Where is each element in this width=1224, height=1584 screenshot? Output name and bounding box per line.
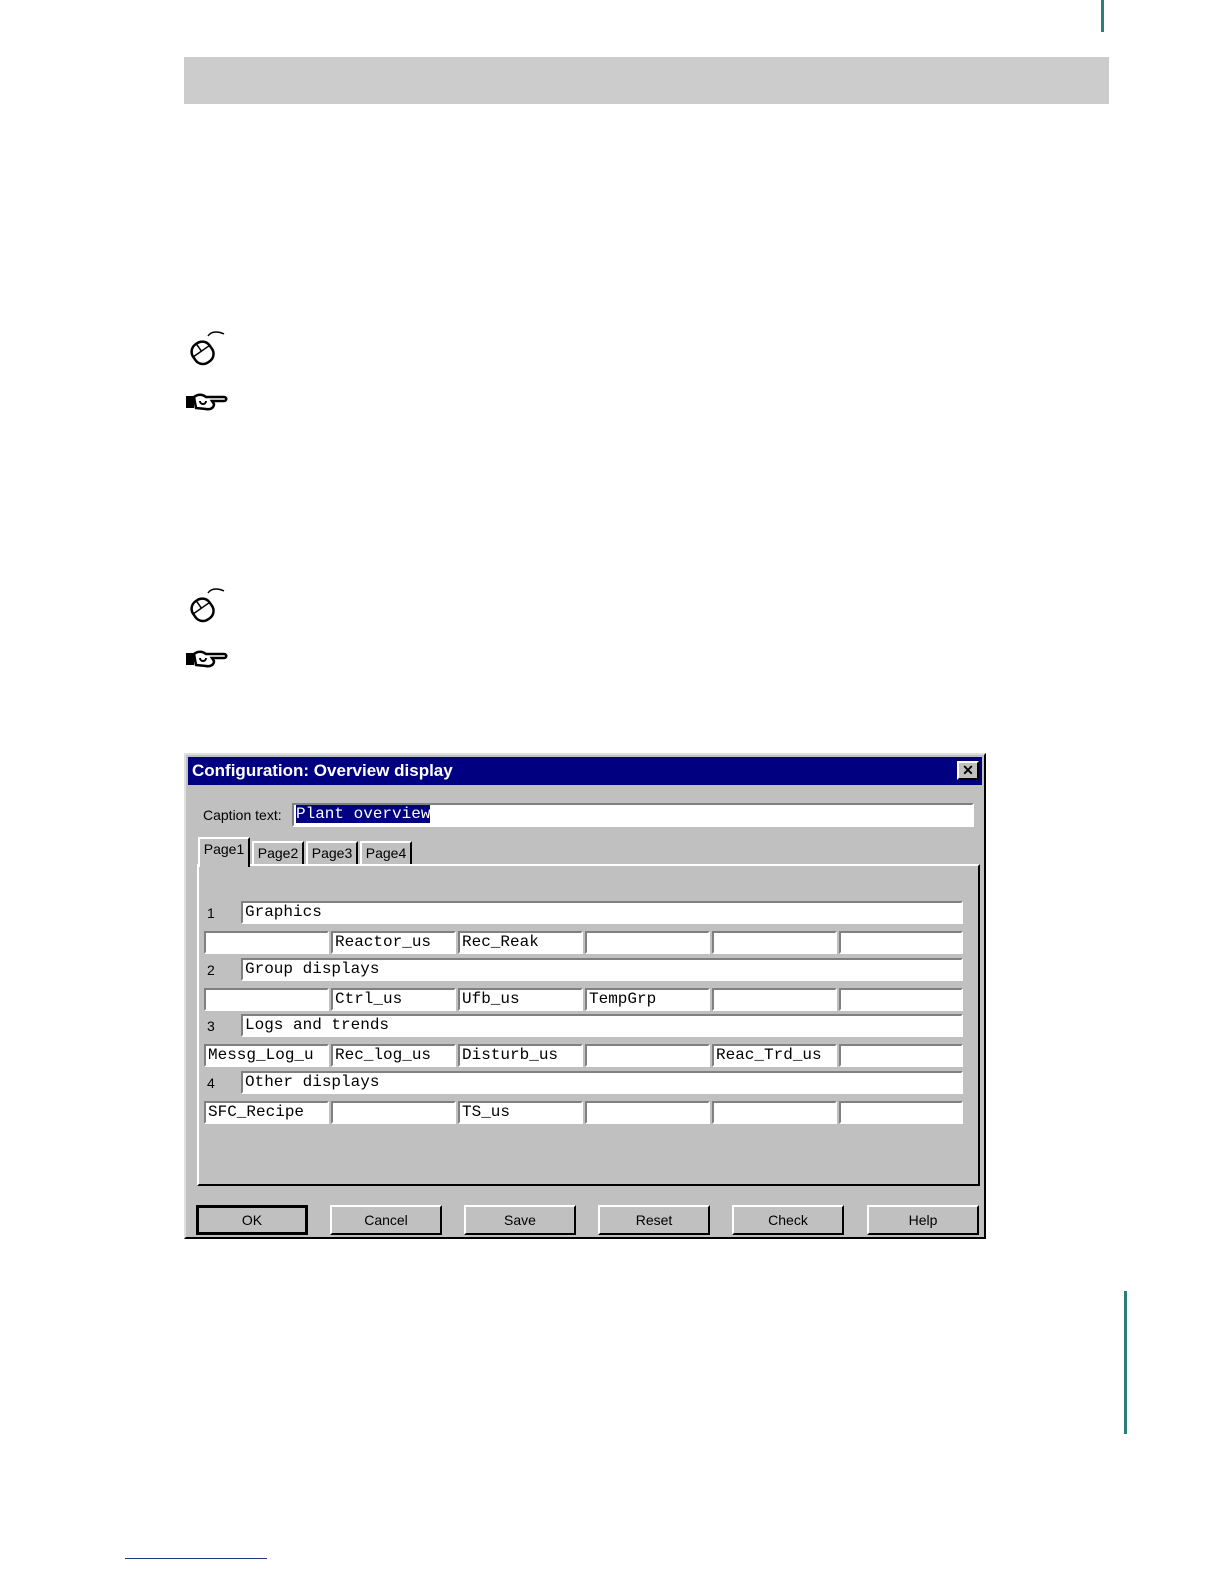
display-cell[interactable] [839,1101,963,1124]
display-cell[interactable] [839,988,963,1011]
mouse-icon [184,587,230,623]
display-cell[interactable]: Ufb_us [458,988,583,1011]
display-cell[interactable]: Messg_Log_u [204,1044,329,1067]
display-cell[interactable]: Rec_Reak [458,931,583,954]
side-accent-line [1124,1291,1127,1434]
check-button[interactable]: Check [732,1205,844,1235]
ok-button[interactable]: OK [196,1205,308,1235]
top-accent-line [1101,0,1104,32]
row-number: 1 [207,905,215,921]
row-number: 2 [207,962,215,978]
tab-page1[interactable]: Page1 [198,837,250,867]
display-cell[interactable]: TempGrp [585,988,710,1011]
mouse-icon [184,330,230,366]
caption-value: Plant overview [296,805,431,823]
dialog-title: Configuration: Overview display [192,761,453,780]
dialog-titlebar [188,757,982,785]
display-cell[interactable] [204,988,329,1011]
row-number: 3 [207,1018,215,1034]
tab-page4[interactable]: Page4 [360,841,412,865]
display-cell[interactable]: Reactor_us [331,931,456,954]
display-cell[interactable]: Ctrl_us [331,988,456,1011]
group-name-field[interactable]: Group displays [241,958,963,981]
display-cell[interactable]: Disturb_us [458,1044,583,1067]
cancel-button[interactable]: Cancel [330,1205,442,1235]
group-name-field[interactable]: Other displays [241,1071,963,1094]
display-cell[interactable] [712,988,837,1011]
pointing-hand-icon [184,386,230,422]
display-cell[interactable] [712,931,837,954]
close-icon[interactable]: ✕ [957,761,979,780]
save-button[interactable]: Save [464,1205,576,1235]
display-cell[interactable]: TS_us [458,1101,583,1124]
display-cell[interactable] [331,1101,456,1124]
group-name-field[interactable]: Graphics [241,901,963,924]
caption-input[interactable] [292,803,974,827]
display-cell[interactable] [585,931,710,954]
row-number: 4 [207,1075,215,1091]
tab-page3[interactable]: Page3 [306,841,358,865]
group-name-field[interactable]: Logs and trends [241,1014,963,1037]
display-cell[interactable] [712,1101,837,1124]
display-cell[interactable] [839,1044,963,1067]
display-cell[interactable] [585,1101,710,1124]
pointing-hand-icon [184,643,230,679]
display-cell[interactable]: SFC_Recipe [204,1101,329,1124]
configuration-dialog [184,753,986,1239]
display-cell[interactable] [585,1044,710,1067]
caption-label: Caption text: [203,807,282,823]
display-cell[interactable] [204,931,329,954]
help-button[interactable]: Help [867,1205,979,1235]
header-bar [184,57,1109,104]
footnote-rule [125,1558,267,1559]
tab-page2[interactable]: Page2 [252,841,304,865]
display-cell[interactable]: Rec_log_us [331,1044,456,1067]
display-cell[interactable]: Reac_Trd_us [712,1044,837,1067]
display-cell[interactable] [839,931,963,954]
reset-button[interactable]: Reset [598,1205,710,1235]
